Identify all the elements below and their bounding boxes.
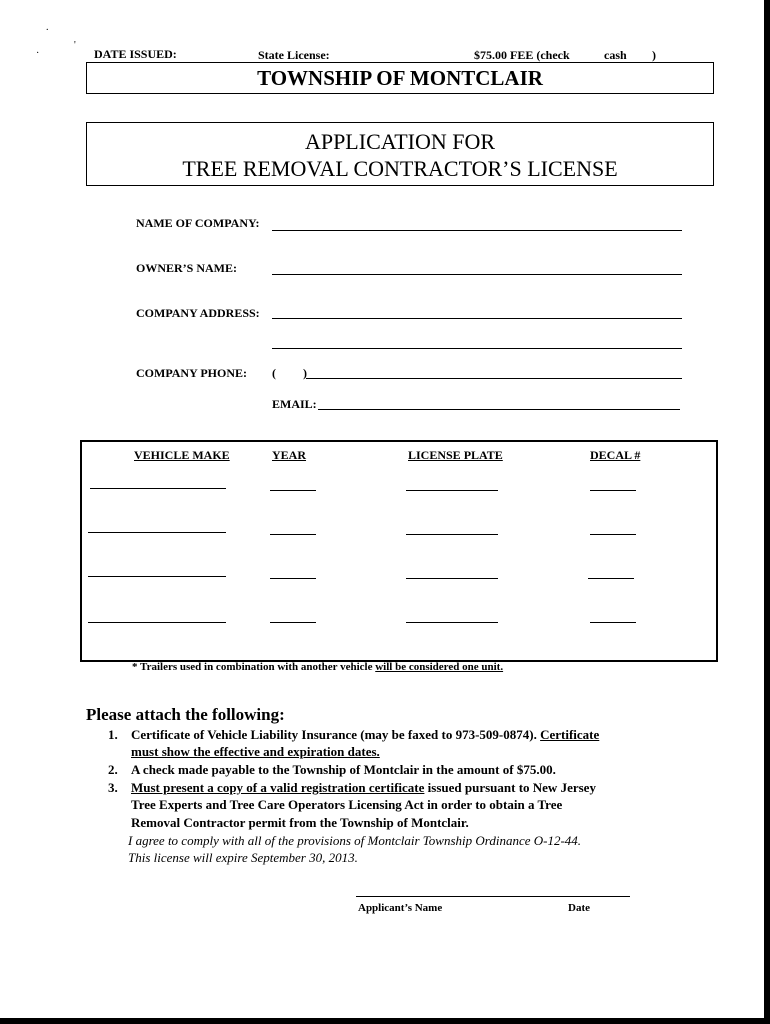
vehicle-make-header: VEHICLE MAKE bbox=[134, 448, 230, 462]
company-phone-field[interactable] bbox=[306, 378, 682, 379]
cash-label: cash bbox=[604, 48, 627, 62]
license-plate-field[interactable] bbox=[406, 622, 498, 623]
trailer-note-text: * Trailers used in combination with another vehicle bbox=[132, 661, 376, 673]
trailer-note-emphasis: will be considered one unit. bbox=[375, 661, 504, 673]
year-field[interactable] bbox=[270, 534, 316, 535]
company-address-field-2[interactable] bbox=[272, 348, 682, 349]
application-title-box bbox=[86, 122, 714, 186]
agreement-line-2: This license will expire September 30, 2013. bbox=[128, 850, 358, 865]
item-3-number: 3. bbox=[108, 780, 118, 795]
item-1-number: 1. bbox=[108, 727, 118, 742]
scan-speckle: . bbox=[46, 22, 49, 33]
item-2-text: A check made payable to the Township of Montclair in the amount of $75.00. bbox=[131, 762, 556, 777]
scan-edge-right bbox=[764, 0, 770, 1024]
vehicle-make-field[interactable] bbox=[88, 576, 226, 577]
item-2-number: 2. bbox=[108, 762, 118, 777]
phone-paren-close: ) bbox=[303, 366, 307, 380]
item-1-body: Certificate of Vehicle Liability Insurance (may be faxed to 973-509-0874). bbox=[131, 727, 541, 742]
item-1-text bbox=[131, 727, 599, 743]
company-address-field[interactable] bbox=[272, 318, 682, 319]
vehicle-table-box bbox=[80, 440, 718, 662]
item-1-underlined-cont: must show the effective and expiration dates. bbox=[131, 744, 380, 759]
date-label: Date bbox=[568, 902, 590, 914]
email-label: EMAIL: bbox=[272, 397, 317, 411]
vehicle-make-field[interactable] bbox=[88, 532, 226, 533]
scan-edge-bottom bbox=[0, 1018, 770, 1024]
vehicle-make-field[interactable] bbox=[88, 622, 226, 623]
fee-label: $75.00 FEE (check bbox=[474, 48, 570, 62]
vehicle-make-field[interactable] bbox=[90, 488, 226, 489]
decal-field[interactable] bbox=[588, 578, 634, 579]
scan-speckle: ' bbox=[74, 40, 76, 51]
company-phone-label: COMPANY PHONE: bbox=[136, 366, 247, 380]
trailer-note bbox=[132, 661, 503, 673]
owner-name-field[interactable] bbox=[272, 274, 682, 275]
decal-header: DECAL # bbox=[590, 448, 641, 462]
agreement-line-1: I agree to comply with all of the provisions of Montclair Township Ordinance O-12-44. bbox=[128, 833, 582, 848]
year-field[interactable] bbox=[270, 490, 316, 491]
owner-name-label: OWNER’S NAME: bbox=[136, 261, 237, 275]
attachments-heading: Please attach the following: bbox=[86, 705, 285, 724]
item-3-body-c: Removal Contractor permit from the Township of Montclair. bbox=[131, 815, 469, 830]
license-plate-header: LICENSE PLATE bbox=[408, 448, 503, 462]
township-header-box bbox=[86, 62, 714, 94]
date-issued-label: DATE ISSUED: bbox=[94, 47, 177, 61]
title-line-2: TREE REMOVAL CONTRACTOR’S LICENSE bbox=[182, 156, 618, 181]
license-plate-field[interactable] bbox=[406, 534, 498, 535]
year-field[interactable] bbox=[270, 622, 316, 623]
company-name-field[interactable] bbox=[272, 230, 682, 231]
decal-field[interactable] bbox=[590, 534, 636, 535]
year-field[interactable] bbox=[270, 578, 316, 579]
license-plate-field[interactable] bbox=[406, 578, 498, 579]
email-field[interactable] bbox=[318, 409, 680, 410]
item-3-underlined: Must present a copy of a valid registration certificate bbox=[131, 780, 425, 795]
township-title: TOWNSHIP OF MONTCLAIR bbox=[257, 66, 543, 90]
applicant-name-label: Applicant’s Name bbox=[358, 902, 443, 914]
scan-speckle: · bbox=[36, 48, 40, 59]
company-name-label: NAME OF COMPANY: bbox=[136, 216, 260, 230]
applicant-signature-field[interactable] bbox=[356, 896, 630, 897]
license-plate-field[interactable] bbox=[406, 490, 498, 491]
decal-field[interactable] bbox=[590, 490, 636, 491]
phone-paren-open: ( bbox=[272, 366, 276, 380]
item-3-text bbox=[131, 780, 596, 796]
cash-close-paren: ) bbox=[652, 48, 656, 62]
item-3-body-a: issued pursuant to New Jersey bbox=[424, 780, 596, 795]
decal-field[interactable] bbox=[590, 622, 636, 623]
company-address-label: COMPANY ADDRESS: bbox=[136, 306, 260, 320]
title-line-1: APPLICATION FOR bbox=[304, 129, 496, 154]
state-license-label: State License: bbox=[258, 48, 330, 62]
year-header: YEAR bbox=[272, 448, 307, 462]
item-3-body-b: Tree Experts and Tree Care Operators Licensing Act in order to obtain a Tree bbox=[131, 797, 563, 812]
item-1-underlined-start: Certificate bbox=[540, 727, 600, 742]
